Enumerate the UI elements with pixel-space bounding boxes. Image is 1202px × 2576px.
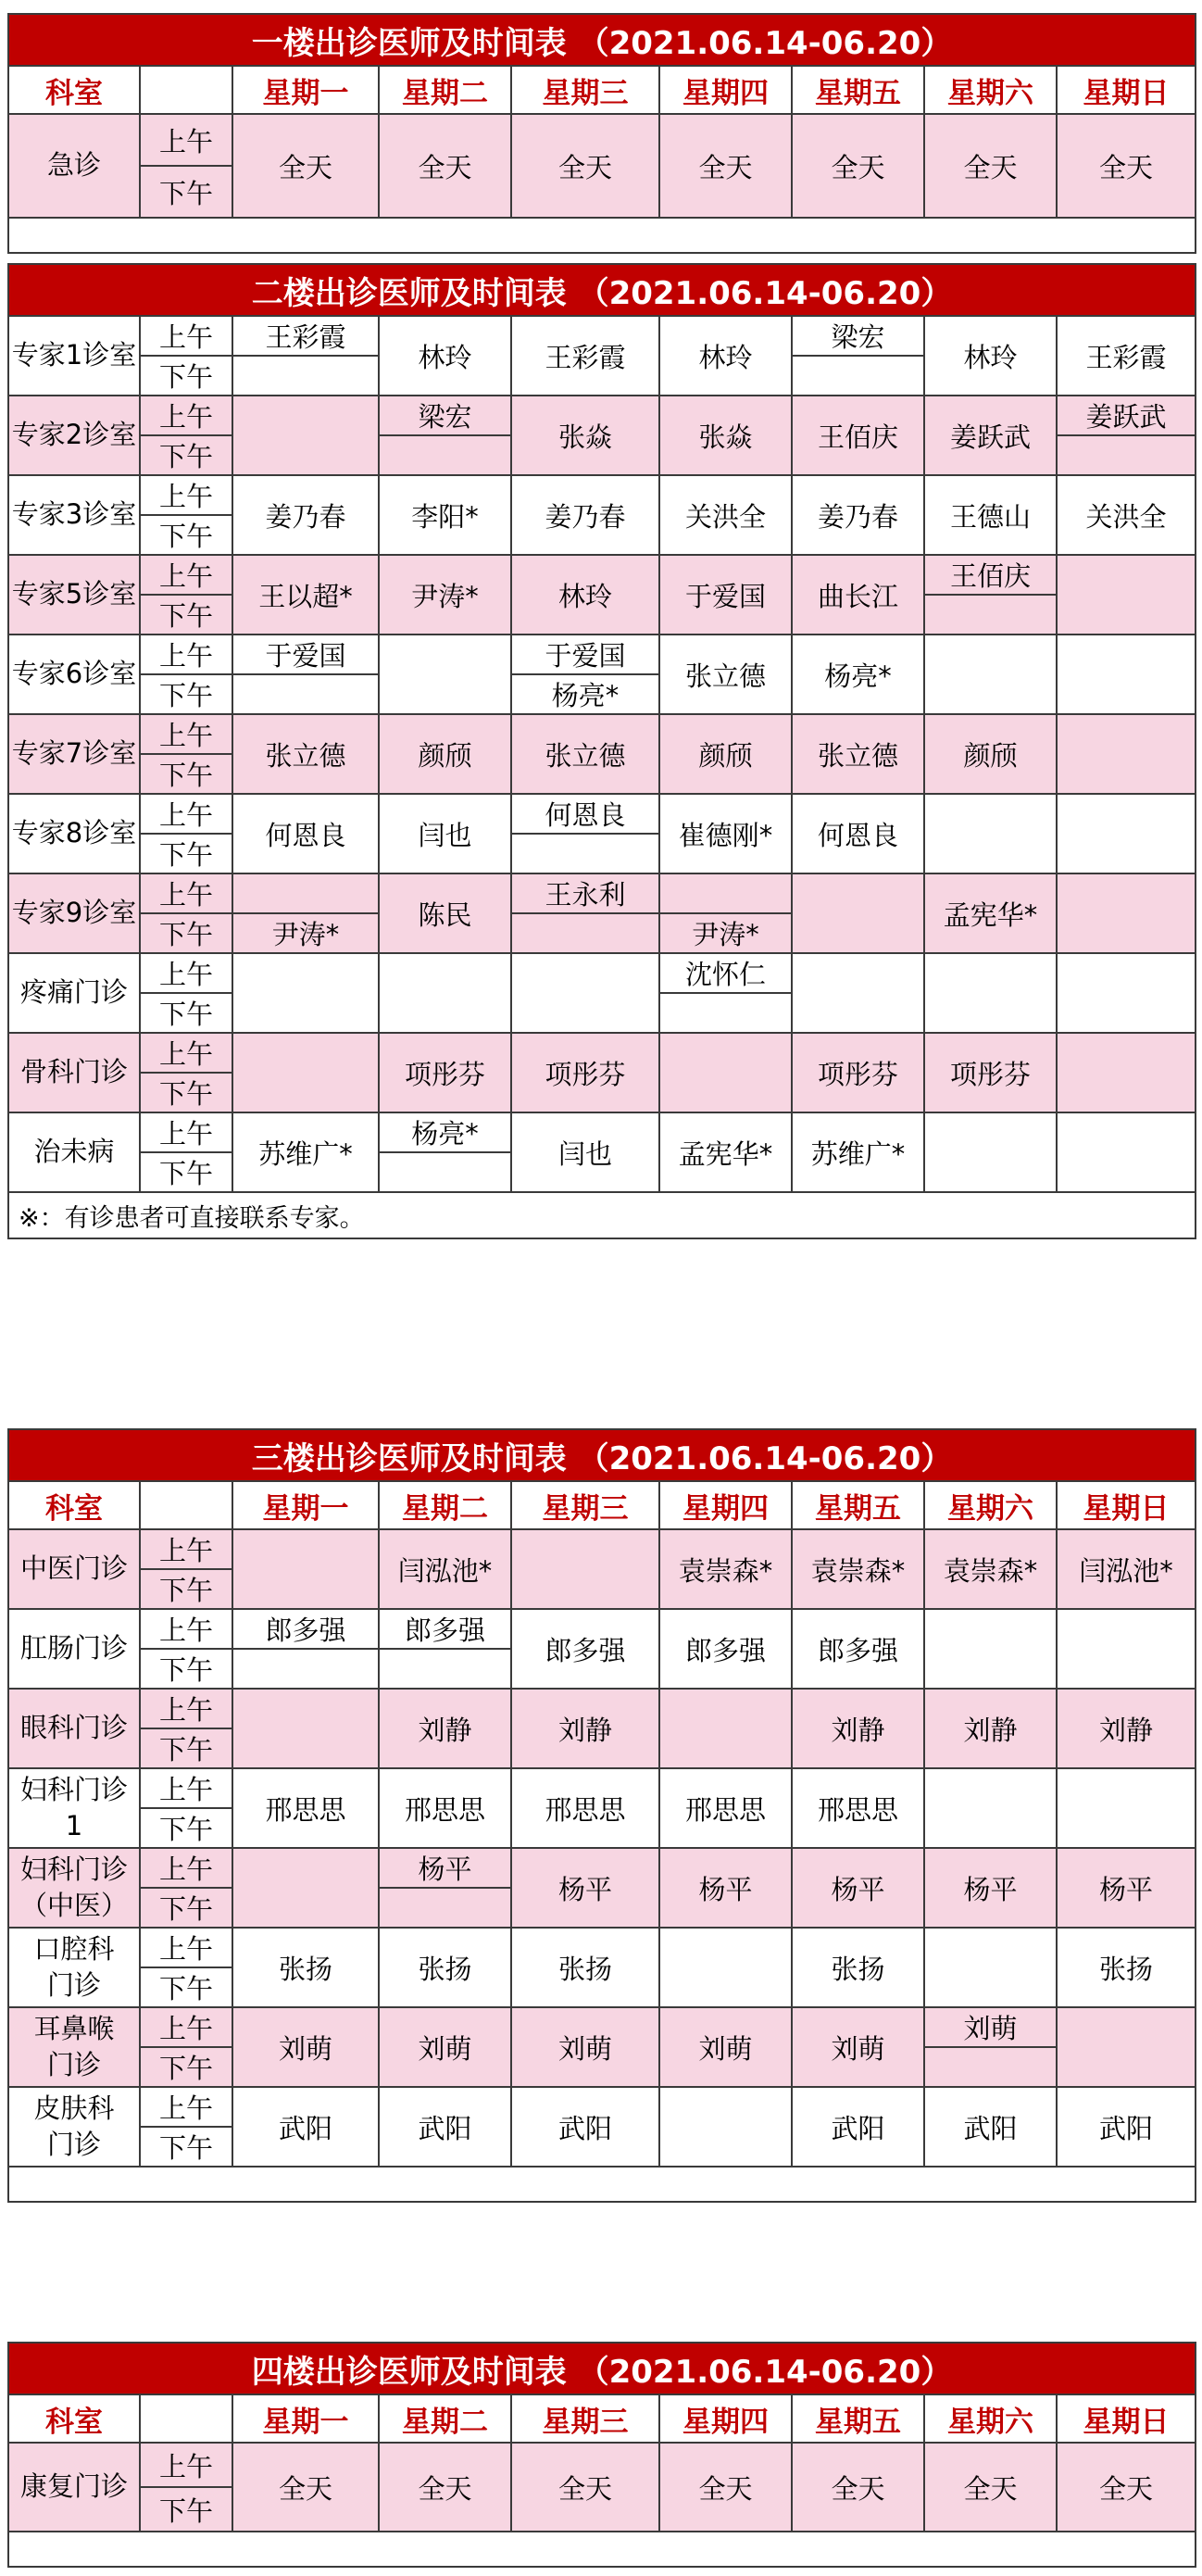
floor2-title: 二楼出诊医师及时间表 （2021.06.14-06.20） <box>8 264 1196 316</box>
schedule-cell-am: 于爱国 <box>232 635 379 674</box>
am-label: 上午 <box>140 396 232 435</box>
schedule-cell-pm <box>232 1649 379 1689</box>
dept-header: 科室 <box>8 1481 140 1529</box>
schedule-cell: 王彩霞 <box>1057 316 1196 396</box>
pm-label: 下午 <box>140 166 232 218</box>
schedule-cell: 姜乃春 <box>232 475 379 555</box>
floor3-schedule-table <box>7 1428 1196 2203</box>
dept-name: 骨科门诊 <box>8 1033 140 1112</box>
schedule-cell <box>792 953 924 1033</box>
period-header <box>140 2394 232 2443</box>
am-label: 上午 <box>140 635 232 674</box>
schedule-cell: 崔德刚* <box>659 794 792 873</box>
am-label: 上午 <box>140 1529 232 1569</box>
schedule-cell-am: 何恩良 <box>511 794 659 834</box>
am-label: 上午 <box>140 1033 232 1073</box>
schedule-cell <box>924 794 1057 873</box>
schedule-cell <box>1057 714 1196 794</box>
schedule-cell-am: 梁宏 <box>792 316 924 356</box>
pm-label: 下午 <box>140 2127 232 2167</box>
schedule-cell-am: 沈怀仁 <box>659 953 792 993</box>
day-header: 星期四 <box>659 1481 792 1529</box>
schedule-cell: 林玲 <box>659 316 792 396</box>
schedule-cell: 张扬 <box>232 1928 379 2007</box>
schedule-cell-pm <box>1057 435 1196 475</box>
dept-name: 中医门诊 <box>8 1529 140 1609</box>
schedule-cell: 孟宪华* <box>659 1112 792 1192</box>
schedule-cell-am: 梁宏 <box>379 396 511 435</box>
schedule-cell: 李阳* <box>379 475 511 555</box>
schedule-cell: 杨平 <box>924 1848 1057 1928</box>
schedule-cell-am: 杨亮* <box>379 1112 511 1152</box>
schedule-cell: 全天 <box>379 2443 511 2532</box>
schedule-cell: 刘静 <box>792 1689 924 1768</box>
schedule-cell: 张扬 <box>511 1928 659 2007</box>
pm-label: 下午 <box>140 1888 232 1928</box>
schedule-cell <box>232 1529 379 1609</box>
schedule-cell: 王以超* <box>232 555 379 635</box>
day-header: 星期一 <box>232 66 379 114</box>
pm-label: 下午 <box>140 2047 232 2087</box>
schedule-cell-pm <box>232 356 379 396</box>
schedule-cell-pm <box>511 913 659 953</box>
schedule-cell: 全天 <box>924 2443 1057 2532</box>
schedule-cell-am: 郎多强 <box>232 1609 379 1649</box>
day-header: 星期二 <box>379 2394 511 2443</box>
schedule-cell: 武阳 <box>792 2087 924 2167</box>
schedule-cell: 林玲 <box>511 555 659 635</box>
schedule-cell: 全天 <box>232 114 379 218</box>
schedule-cell: 刘萌 <box>511 2007 659 2087</box>
pm-label: 下午 <box>140 435 232 475</box>
schedule-cell: 项彤芬 <box>511 1033 659 1112</box>
schedule-cell <box>924 1768 1057 1848</box>
schedule-cell: 刘萌 <box>379 2007 511 2087</box>
schedule-cell <box>511 1529 659 1609</box>
schedule-cell-am <box>659 873 792 913</box>
schedule-cell: 何恩良 <box>792 794 924 873</box>
schedule-cell <box>659 1033 792 1112</box>
spacer-row <box>8 218 1196 253</box>
pm-label: 下午 <box>140 754 232 794</box>
pm-label: 下午 <box>140 834 232 873</box>
schedule-cell <box>1057 555 1196 635</box>
pm-label: 下午 <box>140 1569 232 1609</box>
am-label: 上午 <box>140 714 232 754</box>
day-header: 星期六 <box>924 2394 1057 2443</box>
schedule-cell-am: 姜跃武 <box>1057 396 1196 435</box>
schedule-cell: 郎多强 <box>511 1609 659 1689</box>
schedule-cell-am: 王彩霞 <box>232 316 379 356</box>
pm-label: 下午 <box>140 1073 232 1112</box>
schedule-cell <box>924 1928 1057 2007</box>
schedule-cell-am: 刘萌 <box>924 2007 1057 2047</box>
day-header: 星期五 <box>792 1481 924 1529</box>
schedule-cell: 全天 <box>659 2443 792 2532</box>
schedule-cell: 闫也 <box>511 1112 659 1192</box>
dept-name: 专家3诊室 <box>8 475 140 555</box>
dept-name: 专家6诊室 <box>8 635 140 714</box>
am-label: 上午 <box>140 475 232 515</box>
schedule-cell <box>1057 873 1196 953</box>
schedule-cell-pm: 尹涛* <box>659 913 792 953</box>
am-label: 上午 <box>140 2007 232 2047</box>
am-label: 上午 <box>140 114 232 166</box>
schedule-cell: 于爱国 <box>659 555 792 635</box>
schedule-cell: 全天 <box>792 114 924 218</box>
dept-name: 妇科门诊 （中医） <box>8 1848 140 1928</box>
schedule-cell: 张扬 <box>1057 1928 1196 2007</box>
schedule-cell: 刘萌 <box>659 2007 792 2087</box>
schedule-cell: 闫泓池* <box>379 1529 511 1609</box>
pm-label: 下午 <box>140 1152 232 1192</box>
schedule-cell: 全天 <box>792 2443 924 2532</box>
am-label: 上午 <box>140 1928 232 1967</box>
schedule-cell <box>1057 2007 1196 2087</box>
schedule-cell: 王德山 <box>924 475 1057 555</box>
schedule-cell-pm <box>924 595 1057 635</box>
schedule-cell <box>924 953 1057 1033</box>
dept-name: 妇科门诊 1 <box>8 1768 140 1848</box>
schedule-cell: 何恩良 <box>232 794 379 873</box>
schedule-cell: 林玲 <box>379 316 511 396</box>
schedule-cell: 孟宪华* <box>924 873 1057 953</box>
day-header: 星期日 <box>1057 1481 1196 1529</box>
schedule-cell: 杨平 <box>659 1848 792 1928</box>
schedule-cell-pm: 杨亮* <box>511 674 659 714</box>
schedule-cell: 张立德 <box>511 714 659 794</box>
schedule-cell <box>659 1689 792 1768</box>
schedule-cell-pm <box>379 1649 511 1689</box>
schedule-cell: 武阳 <box>924 2087 1057 2167</box>
pm-label: 下午 <box>140 2487 232 2532</box>
dept-name: 专家1诊室 <box>8 316 140 396</box>
dept-name: 肛肠门诊 <box>8 1609 140 1689</box>
schedule-cell-pm <box>379 1152 511 1192</box>
schedule-cell-am: 杨平 <box>379 1848 511 1888</box>
schedule-cell: 全天 <box>511 114 659 218</box>
floor1-title: 一楼出诊医师及时间表 （2021.06.14-06.20） <box>8 14 1196 66</box>
schedule-cell: 曲长江 <box>792 555 924 635</box>
spacer-row <box>8 2532 1196 2567</box>
schedule-cell-pm: 尹涛* <box>232 913 379 953</box>
floor4-title: 四楼出诊医师及时间表 （2021.06.14-06.20） <box>8 2343 1196 2394</box>
pm-label: 下午 <box>140 595 232 635</box>
schedule-cell: 王佰庆 <box>792 396 924 475</box>
schedule-cell <box>1057 1768 1196 1848</box>
schedule-cell-am: 王永利 <box>511 873 659 913</box>
dept-header: 科室 <box>8 66 140 114</box>
schedule-cell <box>232 396 379 475</box>
am-label: 上午 <box>140 953 232 993</box>
schedule-cell <box>1057 953 1196 1033</box>
dept-name: 康复门诊 <box>8 2443 140 2532</box>
day-header: 星期五 <box>792 2394 924 2443</box>
schedule-cell-pm <box>379 1888 511 1928</box>
am-label: 上午 <box>140 555 232 595</box>
pm-label: 下午 <box>140 515 232 555</box>
schedule-cell <box>232 1033 379 1112</box>
schedule-cell: 颜颀 <box>379 714 511 794</box>
schedule-cell-am <box>232 873 379 913</box>
schedule-cell: 张焱 <box>659 396 792 475</box>
pm-label: 下午 <box>140 913 232 953</box>
am-label: 上午 <box>140 1768 232 1808</box>
schedule-cell-pm <box>792 356 924 396</box>
schedule-cell: 全天 <box>1057 2443 1196 2532</box>
schedule-cell: 袁崇森* <box>792 1529 924 1609</box>
day-header: 星期二 <box>379 1481 511 1529</box>
schedule-cell: 武阳 <box>1057 2087 1196 2167</box>
schedule-cell: 袁崇森* <box>924 1529 1057 1609</box>
schedule-cell-pm <box>659 993 792 1033</box>
day-header: 星期六 <box>924 1481 1057 1529</box>
schedule-cell: 刘静 <box>1057 1689 1196 1768</box>
schedule-cell: 尹涛* <box>379 555 511 635</box>
schedule-cell <box>1057 794 1196 873</box>
schedule-cell <box>924 1609 1057 1689</box>
pm-label: 下午 <box>140 1649 232 1689</box>
schedule-cell <box>1057 1112 1196 1192</box>
schedule-cell: 张扬 <box>379 1928 511 2007</box>
schedule-cell: 刘萌 <box>232 2007 379 2087</box>
am-label: 上午 <box>140 1112 232 1152</box>
schedule-cell: 王彩霞 <box>511 316 659 396</box>
schedule-cell: 陈民 <box>379 873 511 953</box>
schedule-cell <box>379 635 511 714</box>
pm-label: 下午 <box>140 674 232 714</box>
schedule-cell: 武阳 <box>232 2087 379 2167</box>
floor2-schedule-table <box>7 263 1196 1239</box>
schedule-cell <box>1057 1033 1196 1112</box>
schedule-cell: 郎多强 <box>659 1609 792 1689</box>
schedule-cell <box>232 953 379 1033</box>
schedule-cell <box>924 1112 1057 1192</box>
footnote: ※：有诊患者可直接联系专家。 <box>8 1192 1196 1238</box>
day-header: 星期四 <box>659 2394 792 2443</box>
schedule-cell: 全天 <box>511 2443 659 2532</box>
schedule-cell-am: 王佰庆 <box>924 555 1057 595</box>
schedule-cell: 林玲 <box>924 316 1057 396</box>
schedule-cell-pm <box>379 435 511 475</box>
dept-name: 眼科门诊 <box>8 1689 140 1768</box>
schedule-cell <box>924 635 1057 714</box>
schedule-cell: 关洪全 <box>659 475 792 555</box>
schedule-cell: 刘静 <box>924 1689 1057 1768</box>
schedule-cell: 姜乃春 <box>792 475 924 555</box>
day-header: 星期日 <box>1057 66 1196 114</box>
dept-name: 治未病 <box>8 1112 140 1192</box>
floor4-schedule-table <box>7 2342 1196 2568</box>
schedule-cell: 张扬 <box>792 1928 924 2007</box>
floor3-title: 三楼出诊医师及时间表 （2021.06.14-06.20） <box>8 1429 1196 1481</box>
day-header: 星期一 <box>232 1481 379 1529</box>
dept-name: 急诊 <box>8 114 140 218</box>
day-header: 星期四 <box>659 66 792 114</box>
schedule-cell: 杨平 <box>792 1848 924 1928</box>
am-label: 上午 <box>140 2087 232 2127</box>
schedule-cell: 张立德 <box>232 714 379 794</box>
schedule-cell <box>232 1689 379 1768</box>
pm-label: 下午 <box>140 1808 232 1848</box>
day-header: 星期日 <box>1057 2394 1196 2443</box>
schedule-cell: 项彤芬 <box>792 1033 924 1112</box>
dept-name: 口腔科 门诊 <box>8 1928 140 2007</box>
day-header: 星期二 <box>379 66 511 114</box>
floor1-schedule-table <box>7 13 1196 254</box>
am-label: 上午 <box>140 1848 232 1888</box>
schedule-cell: 张立德 <box>792 714 924 794</box>
schedule-cell: 袁崇森* <box>659 1529 792 1609</box>
schedule-cell: 姜乃春 <box>511 475 659 555</box>
schedule-cell: 全天 <box>232 2443 379 2532</box>
schedule-cell: 武阳 <box>511 2087 659 2167</box>
pm-label: 下午 <box>140 993 232 1033</box>
schedule-cell-pm <box>924 2047 1057 2087</box>
schedule-cell: 郎多强 <box>792 1609 924 1689</box>
dept-name: 专家9诊室 <box>8 873 140 953</box>
schedule-cell: 项彤芬 <box>924 1033 1057 1112</box>
am-label: 上午 <box>140 1609 232 1649</box>
schedule-cell: 张焱 <box>511 396 659 475</box>
day-header: 星期六 <box>924 66 1057 114</box>
schedule-cell: 颜颀 <box>924 714 1057 794</box>
period-header <box>140 1481 232 1529</box>
schedule-cell: 闫也 <box>379 794 511 873</box>
schedule-cell: 全天 <box>379 114 511 218</box>
schedule-cell: 杨平 <box>1057 1848 1196 1928</box>
schedule-cell <box>379 953 511 1033</box>
day-header: 星期三 <box>511 66 659 114</box>
schedule-cell: 邢思思 <box>659 1768 792 1848</box>
am-label: 上午 <box>140 2443 232 2487</box>
dept-name: 皮肤科 门诊 <box>8 2087 140 2167</box>
schedule-cell: 武阳 <box>379 2087 511 2167</box>
schedule-cell: 刘静 <box>511 1689 659 1768</box>
schedule-cell-pm <box>511 834 659 873</box>
day-header: 星期三 <box>511 1481 659 1529</box>
schedule-cell <box>1057 1609 1196 1689</box>
schedule-cell: 刘静 <box>379 1689 511 1768</box>
schedule-cell: 刘萌 <box>792 2007 924 2087</box>
spacer-row <box>8 2167 1196 2202</box>
schedule-cell: 项彤芬 <box>379 1033 511 1112</box>
schedule-cell <box>1057 635 1196 714</box>
schedule-cell: 邢思思 <box>792 1768 924 1848</box>
am-label: 上午 <box>140 316 232 356</box>
schedule-cell <box>792 873 924 953</box>
schedule-cell: 姜跃武 <box>924 396 1057 475</box>
period-header <box>140 66 232 114</box>
schedule-cell: 邢思思 <box>379 1768 511 1848</box>
schedule-cell: 全天 <box>924 114 1057 218</box>
schedule-cell: 全天 <box>659 114 792 218</box>
schedule-cell: 全天 <box>1057 114 1196 218</box>
day-header: 星期三 <box>511 2394 659 2443</box>
dept-name: 专家5诊室 <box>8 555 140 635</box>
schedule-cell: 颜颀 <box>659 714 792 794</box>
schedule-cell <box>659 2087 792 2167</box>
am-label: 上午 <box>140 873 232 913</box>
schedule-cell: 苏维广* <box>792 1112 924 1192</box>
schedule-cell: 杨亮* <box>792 635 924 714</box>
schedule-cell <box>659 1928 792 2007</box>
am-label: 上午 <box>140 1689 232 1728</box>
schedule-cell: 邢思思 <box>511 1768 659 1848</box>
schedule-cell: 苏维广* <box>232 1112 379 1192</box>
dept-name: 疼痛门诊 <box>8 953 140 1033</box>
dept-header: 科室 <box>8 2394 140 2443</box>
schedule-cell: 闫泓池* <box>1057 1529 1196 1609</box>
schedule-cell: 邢思思 <box>232 1768 379 1848</box>
pm-label: 下午 <box>140 1967 232 2007</box>
schedule-cell-pm <box>232 674 379 714</box>
schedule-cell: 张立德 <box>659 635 792 714</box>
dept-name: 耳鼻喉 门诊 <box>8 2007 140 2087</box>
schedule-cell <box>511 953 659 1033</box>
pm-label: 下午 <box>140 1728 232 1768</box>
dept-name: 专家7诊室 <box>8 714 140 794</box>
schedule-cell: 杨平 <box>511 1848 659 1928</box>
dept-name: 专家2诊室 <box>8 396 140 475</box>
schedule-cell <box>232 1848 379 1928</box>
dept-name: 专家8诊室 <box>8 794 140 873</box>
pm-label: 下午 <box>140 356 232 396</box>
day-header: 星期一 <box>232 2394 379 2443</box>
schedule-cell-am: 郎多强 <box>379 1609 511 1649</box>
am-label: 上午 <box>140 794 232 834</box>
day-header: 星期五 <box>792 66 924 114</box>
schedule-cell: 关洪全 <box>1057 475 1196 555</box>
schedule-cell-am: 于爱国 <box>511 635 659 674</box>
